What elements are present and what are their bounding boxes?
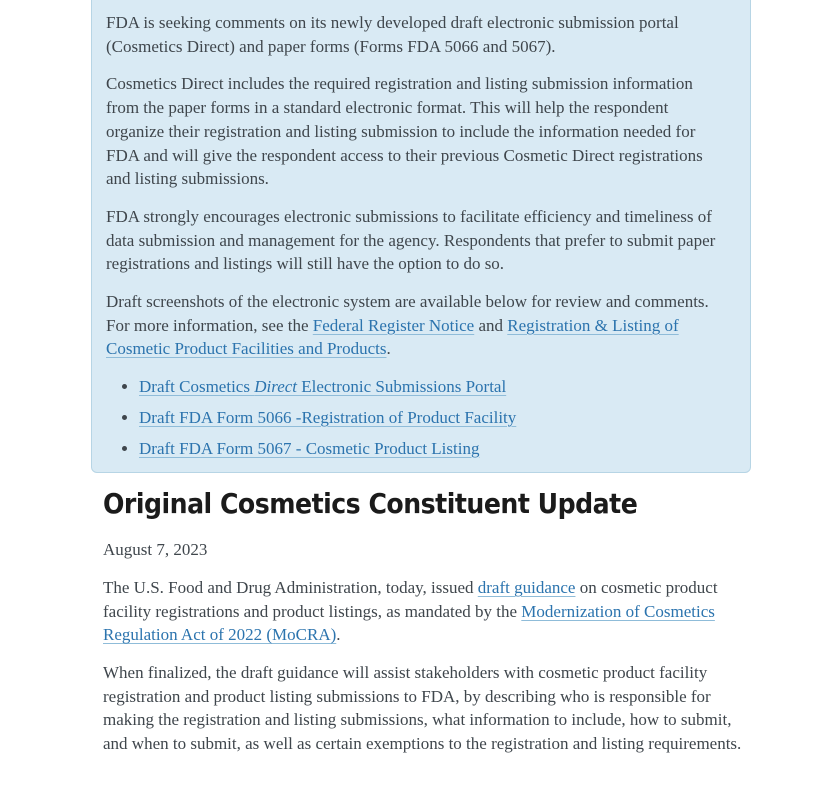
- registration-listing-link[interactable]: Registration & Listing of Cosmetic Product Facilities and Products: [106, 315, 679, 359]
- info-box: [91, 0, 751, 473]
- draft-links-list: [106, 375, 720, 460]
- federal-register-notice-link[interactable]: Federal Register Notice: [312, 315, 475, 335]
- draft-fda-form-5066-link[interactable]: Draft FDA Form 5066 -Registration of Product Facility: [139, 407, 517, 427]
- section-paragraph-2: When finalized, the draft guidance will assist stakeholders with cosmetic product facility registration and product listing submissions to FDA, by describing who is responsible for making the registration and listing submissions, what information to include, how to submit, and when to submit, as well as certain exemptions to the registration and listing requirements.: [103, 663, 742, 754]
- info-paragraph-1: FDA is seeking comments on its newly developed draft electronic submission portal (Cosmetics Direct) and paper forms (Forms FDA 5066 and 5067).: [106, 13, 679, 56]
- info-paragraph-4-text-2: and: [474, 315, 508, 335]
- section-heading: Original Cosmetics Constituent Update: [103, 487, 638, 521]
- info-paragraph-4: [106, 290, 720, 361]
- section-paragraph-1-text-2: on cosmetic product facility registrations and product listings, as mandated by the: [103, 577, 718, 621]
- draft-cosmetics-direct-portal-link[interactable]: [139, 377, 506, 396]
- link-text-pre: Draft Cosmetics: [139, 377, 255, 397]
- section-paragraph-1-text-1: The U.S. Food and Drug Administration, today, issued: [103, 577, 478, 597]
- draft-fda-form-5067-link[interactable]: Draft FDA Form 5067 - Cosmetic Product Listing: [139, 438, 480, 458]
- draft-guidance-link[interactable]: draft guidance: [477, 577, 576, 597]
- link-text-italic: Direct: [254, 377, 298, 397]
- info-paragraph-4-text-1: Draft screenshots of the electronic system are available below for review and comments. For more information, see the: [106, 292, 709, 335]
- section-paragraph-1-text-3: .: [336, 625, 341, 645]
- update-section: [103, 487, 743, 756]
- date-line: August 7, 2023: [103, 540, 208, 560]
- list-item: [139, 406, 720, 430]
- mocra-link[interactable]: Modernization of Cosmetics Regulation Act of 2022 (MoCRA): [103, 601, 715, 645]
- link-text-post: Electronic Submissions Portal: [297, 377, 507, 397]
- section-paragraph-1: [103, 576, 743, 647]
- info-paragraph-3: FDA strongly encourages electronic submissions to facilitate efficiency and timeliness of data submission and management for the agency. Respondents that prefer to submit paper registrations and listings will still have the option to do so.: [106, 206, 716, 274]
- info-paragraph-2: Cosmetics Direct includes the required registration and listing submission information from the paper forms in a standard electronic format. This will help the respondent organize their registration and listing submission to include the information needed for FDA and will give the respondent access to their previous Cosmetic Direct registrations and listing submissions.: [106, 74, 703, 189]
- list-item: [139, 437, 720, 461]
- list-item: [139, 375, 720, 399]
- info-paragraph-4-text-3: .: [386, 339, 391, 359]
